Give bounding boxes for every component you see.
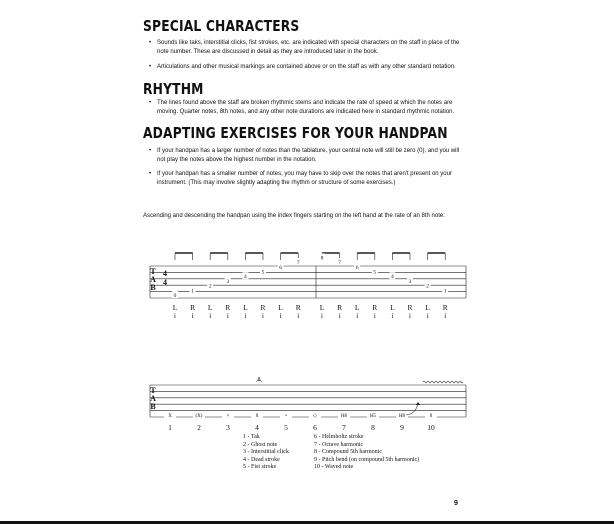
legend-item: 7 - Octave harmonic [314, 441, 364, 448]
bullet-special-characters-1 [149, 39, 467, 56]
bullet-rhythm-1 [149, 99, 467, 116]
tab-note: 1 [191, 288, 194, 295]
page-number: 9 [454, 500, 458, 507]
tab-note: 5 [373, 269, 377, 276]
hand-label: L [319, 303, 325, 312]
bullet-special-characters-2 [149, 63, 467, 72]
finger-label: i [226, 312, 229, 320]
tab-note: 4 [391, 274, 394, 281]
example-number: 9 [400, 423, 404, 432]
example-number: 5 [284, 423, 288, 432]
legend-item: 5 - Fist stroke [243, 464, 277, 471]
bullet-text: If your handpan has a smaller number of notes, you may have to skip over the notes that aren't present on your instrument. (This may involve slightly adapting the rhythm or structure of some exercises.) [157, 171, 452, 186]
bullet-text: Articulations and other musical markings are contained above or on the staff as with any other standard notation. [157, 64, 456, 70]
tab-note: 3 [226, 278, 230, 285]
tab-note: 3 [408, 278, 412, 285]
bullet-dot: • [149, 171, 152, 177]
hand-label: R [260, 303, 266, 312]
special-symbol: • [285, 414, 287, 419]
tab-note: 1 [443, 288, 447, 295]
legend-item: 6 - Helmholtz stroke [314, 434, 364, 440]
bullet-text: The lines found above the staff are broken rhythmic stems and indicate the rate of speed at which the notes are moving. Quarter notes, 8th notes, and any other note durations are indicated here in standard rhythmic notation. [157, 100, 455, 115]
finger-label: i [338, 312, 341, 320]
tab-note: 7 [296, 260, 300, 267]
finger-label: i [356, 312, 359, 320]
legend-item: 2 - Ghost note [243, 441, 278, 448]
tab-note: 6 [279, 264, 282, 271]
special-symbol: H8 [340, 414, 348, 419]
tab-note: 2 [208, 283, 212, 290]
example-number: 10 [427, 423, 435, 432]
tab-letter-a: A [150, 394, 156, 403]
example-number: 8 [371, 423, 375, 432]
tab-letter-t: T [150, 386, 156, 395]
special-symbol: 0 [429, 414, 433, 419]
example-number: 7 [342, 423, 346, 432]
legend-left [243, 434, 289, 472]
legend-item: 9 - Pitch bend (on compound 5th harmonic) [314, 456, 420, 463]
legend-item: 4 - Dead stroke [243, 456, 280, 463]
finger-label: i [174, 312, 176, 320]
bullet-adapting-1 [149, 147, 467, 164]
legend-right [314, 434, 419, 472]
bullet-text: If your handpan has a larger number of notes than the tablature, your central note will still be zero (0), and you will not play the notes above the highest number in the notation. [157, 148, 460, 163]
special-symbol: × [226, 414, 230, 419]
legend-item: 3 - Interstitial click [243, 449, 289, 456]
hand-label: R [372, 303, 378, 312]
legend-item: 8 - Compound 5th harmonic [314, 449, 382, 456]
hand-label: R [407, 303, 413, 312]
waved-note-line-icon [423, 381, 463, 383]
tab-note: 8 [320, 255, 324, 262]
finger-label: i [409, 312, 411, 320]
tab-note: 0 [173, 293, 177, 299]
hand-label: L [354, 303, 360, 312]
bullet-adapting-2 [149, 170, 467, 187]
example-number: 2 [197, 423, 201, 432]
hand-label: L [425, 303, 430, 312]
finger-label: i [262, 312, 264, 320]
time-signature-bottom: 4 [163, 278, 167, 287]
tab-letter-b: B [150, 402, 156, 411]
example-number: 1 [168, 423, 172, 432]
finger-label: i [426, 312, 429, 320]
tablature-scale-exercise [140, 250, 470, 320]
bullet-dot: • [149, 64, 152, 70]
tab-letter-a: A [150, 275, 156, 284]
bullet-dot: • [149, 40, 152, 46]
tab-letter-b: B [150, 283, 156, 292]
finger-label: i [297, 312, 300, 320]
tab-letter-t: T [150, 267, 156, 276]
bullet-text: Sounds like taks, interstitial clicks, fist strokes, etc. are indicated with special characters on the staff in place of the note number. These are discussed in detail as they are introduced later in the book. [157, 40, 460, 55]
finger-label: i [373, 312, 376, 320]
bullet-dot: • [149, 148, 152, 154]
example-number: 6 [313, 423, 317, 432]
finger-label: i [321, 312, 323, 320]
octave-mark-icon: 8 [257, 377, 261, 383]
hand-label: L [207, 303, 213, 312]
hand-label: L [172, 303, 178, 312]
finger-label: i [209, 312, 212, 320]
hand-label: L [278, 303, 283, 312]
hand-label: L [390, 303, 395, 312]
finger-label: i [279, 312, 282, 320]
example-number: 4 [255, 423, 259, 432]
special-symbol: X [168, 414, 172, 419]
hand-label: R [337, 303, 343, 312]
special-symbol: 0 [255, 414, 259, 419]
special-symbol: H8 [398, 414, 406, 419]
hand-label: R [190, 303, 196, 312]
tab-note: 2 [426, 283, 429, 290]
hand-label: R [295, 303, 301, 312]
finger-label: i [244, 312, 247, 320]
heading-adapting-exercises: ADAPTING EXERCISES FOR YOUR HANDPAN [143, 124, 448, 142]
special-symbol: (X) [195, 414, 203, 419]
tab-note: 7 [338, 260, 341, 267]
special-symbol: H5 [369, 414, 377, 419]
finger-label: i [191, 312, 194, 320]
hand-label: R [225, 303, 231, 312]
time-signature-top: 4 [163, 269, 167, 278]
tab-note: 6 [355, 264, 359, 271]
heading-special-characters: SPECIAL CHARACTERS [143, 17, 300, 35]
tab-note: 4 [244, 274, 247, 281]
finger-label: i [444, 312, 447, 320]
hand-label: R [442, 303, 448, 312]
bullet-dot: • [149, 100, 152, 106]
legend-item: 10 - Waved note [314, 464, 354, 471]
tablature-special-characters [140, 375, 470, 435]
tab-note: 5 [261, 269, 265, 276]
special-symbol: ◇ [313, 414, 317, 419]
example-intro: Ascending and descending the handpan using the index fingers starting on the left hand at the rate of an 8th note: [143, 213, 445, 219]
pitch-bend-arrowhead-icon [416, 402, 420, 405]
example-number: 3 [226, 423, 230, 432]
hand-label: L [243, 303, 248, 312]
legend-item: 1 - Tak [243, 434, 260, 440]
heading-rhythm: RHYTHM [143, 80, 204, 98]
finger-label: i [391, 312, 394, 320]
